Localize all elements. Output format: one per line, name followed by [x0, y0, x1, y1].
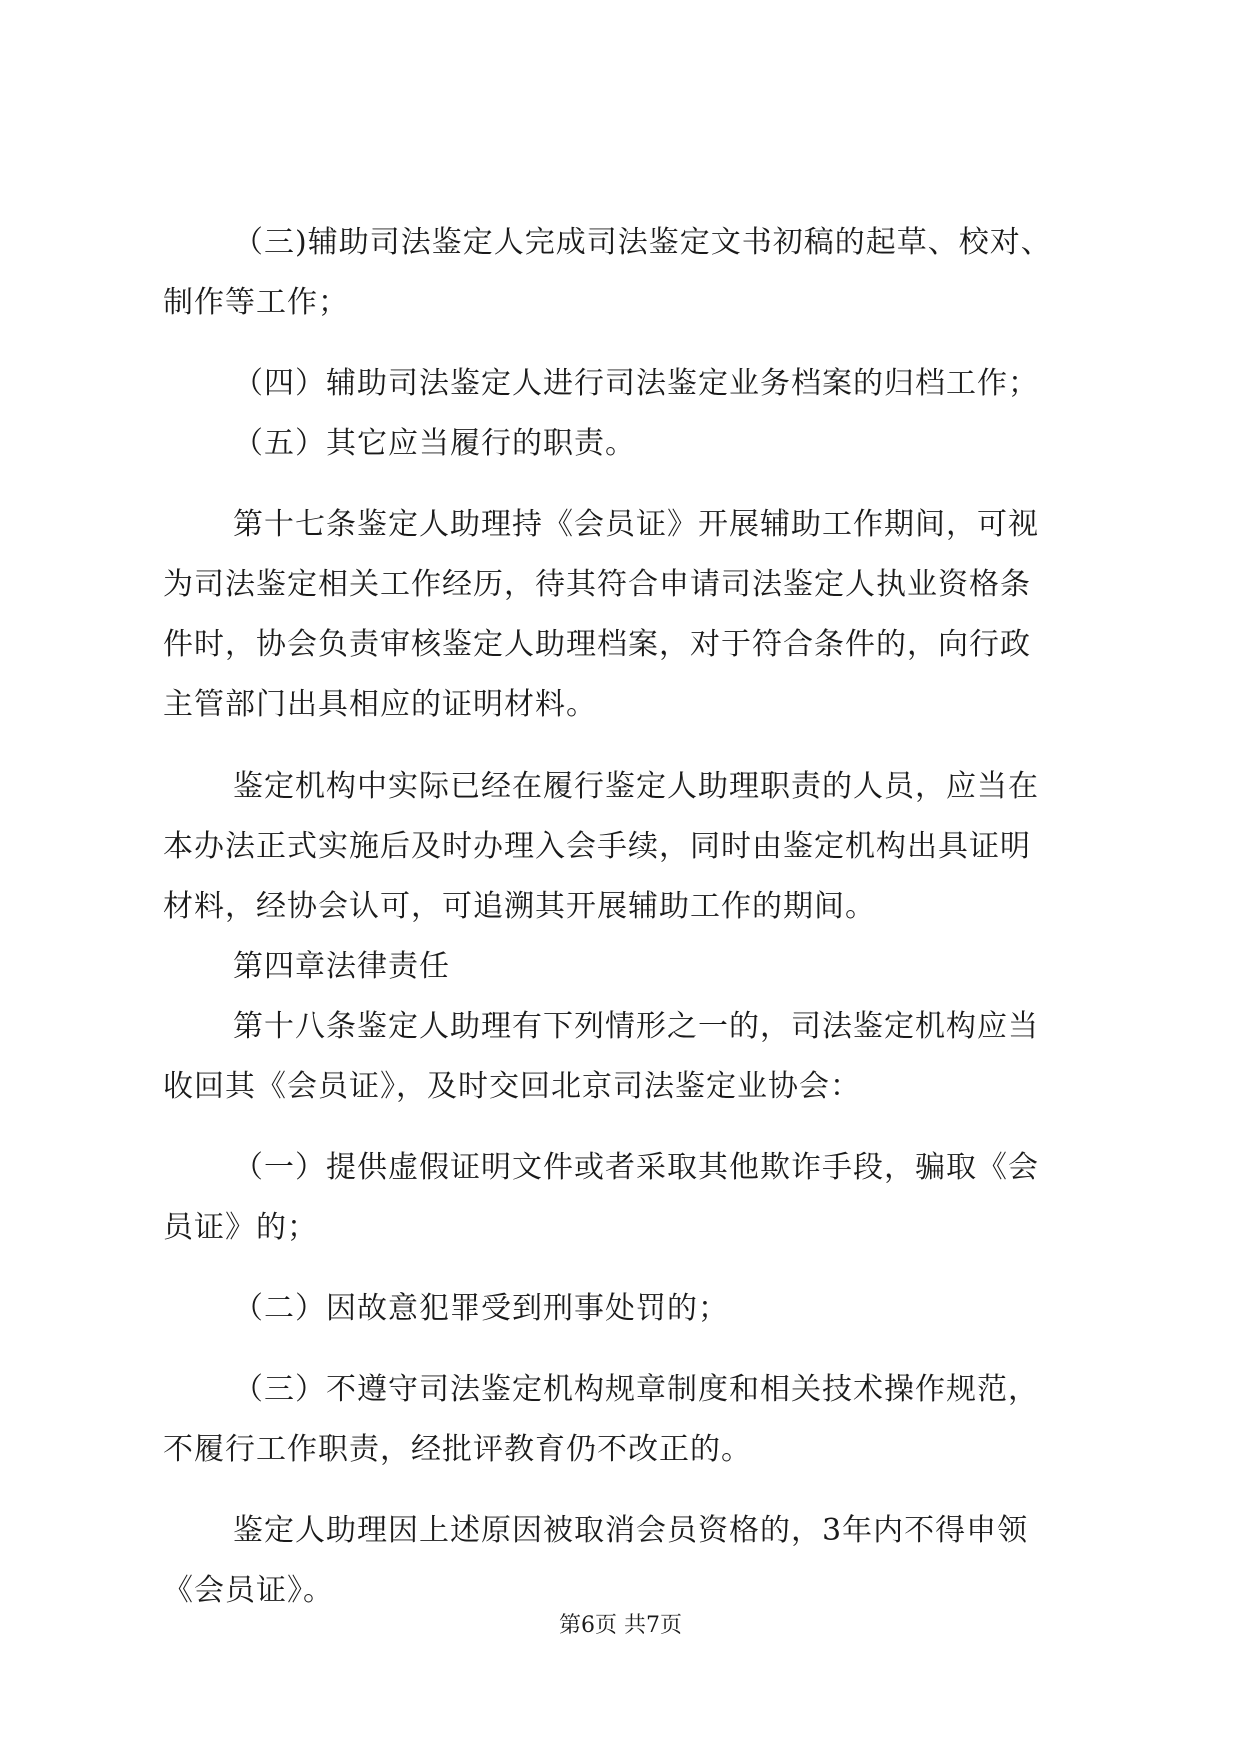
text-line: （一）提供虚假证明文件或者采取其他欺诈手段，骗取《会	[233, 1150, 1039, 1185]
text-line: 主管部门出具相应的证明材料。	[163, 687, 597, 722]
text-line: 本办法正式实施后及时办理入会手续，同时由鉴定机构出具证明	[163, 829, 1031, 864]
page-number-footer: 第6页 共7页	[559, 1613, 682, 1638]
text-line: 收回其《会员证》，及时交回北京司法鉴定业协会：	[163, 1069, 861, 1104]
text-line: 鉴定机构中实际已经在履行鉴定人助理职责的人员，应当在	[233, 769, 1039, 804]
text-line: 鉴定人助理因上述原因被取消会员资格的，3年内不得申领	[233, 1513, 1029, 1548]
text-line: （二）因故意犯罪受到刑事处罚的；	[233, 1291, 729, 1326]
text-line: （五）其它应当履行的职责。	[233, 426, 636, 461]
chapter-heading: 第四章法律责任	[233, 949, 450, 984]
text-line: 员证》的；	[163, 1210, 318, 1245]
document-body	[163, 224, 1078, 1609]
text-line: 《会员证》。	[163, 1573, 334, 1608]
text-line: 为司法鉴定相关工作经历，待其符合申请司法鉴定人执业资格条	[163, 567, 1031, 602]
text-line: 第十八条鉴定人助理有下列情形之一的，司法鉴定机构应当	[233, 1009, 1039, 1044]
text-line: 件时，协会负责审核鉴定人助理档案，对于符合条件的，向行政	[163, 627, 1031, 662]
text-line: （四）辅助司法鉴定人进行司法鉴定业务档案的归档工作；	[233, 366, 1039, 401]
text-line: 材料，经协会认可，可追溯其开展辅助工作的期间。	[163, 889, 876, 924]
text-line: 制作等工作；	[163, 285, 349, 320]
text-line: （三)辅助司法鉴定人完成司法鉴定文书初稿的起草、校对、	[233, 225, 1052, 260]
text-line: （三）不遵守司法鉴定机构规章制度和相关技术操作规范，	[233, 1372, 1039, 1407]
text-line: 不履行工作职责，经批评教育仍不改正的。	[163, 1432, 752, 1467]
text-line: 第十七条鉴定人助理持《会员证》开展辅助工作期间，可视	[233, 507, 1039, 542]
